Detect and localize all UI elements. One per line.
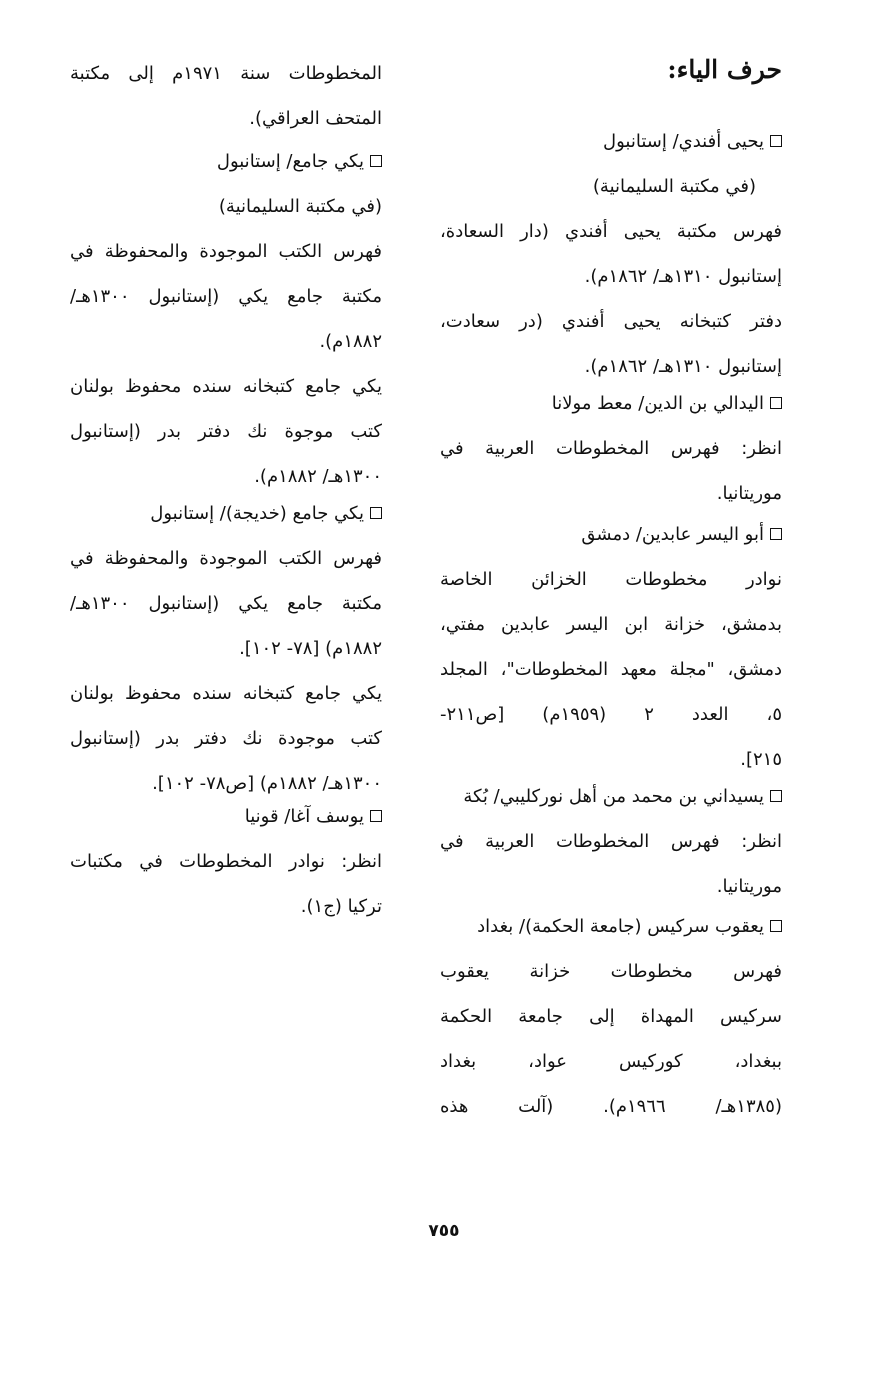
page-number: ٧٥٥ bbox=[428, 1221, 460, 1241]
entry-line: موريتانيا. bbox=[716, 483, 782, 504]
entry-line: ١٣٠٠هـ/ ١٨٨٢م). bbox=[254, 466, 382, 487]
entry-abu-al-yusr bbox=[440, 512, 782, 782]
entry-line: ببغداد، كوركيس عواد، بغداد bbox=[440, 1051, 782, 1072]
entry-title: يعقوب سركيس (جامعة الحكمة)/ بغداد bbox=[440, 904, 782, 949]
checkbox-square-icon bbox=[370, 155, 382, 167]
entry-line: مكتبة جامع يكي (إستانبول ١٣٠٠هـ/ bbox=[70, 286, 382, 307]
entry-line: نوادر مخطوطات الخزائن الخاصة bbox=[440, 569, 782, 590]
entry-line: يكي جامع كتبخانه سنده محفوظ بولنان bbox=[70, 683, 382, 704]
checkbox-square-icon bbox=[770, 920, 782, 932]
entry-line: فهرس الكتب الموجودة والمحفوظة في bbox=[70, 548, 382, 569]
entry-line: دمشق، "مجلة معهد المخطوطات"، المجلد bbox=[440, 659, 782, 680]
entry-line: انظر: فهرس المخطوطات العربية في bbox=[440, 438, 782, 459]
entry-line: المتحف العراقي). bbox=[249, 108, 382, 129]
entry-line: المخطوطات سنة ١٩٧١م إلى مكتبة bbox=[70, 63, 382, 84]
entry-line: فهرس الكتب الموجودة والمحفوظة في bbox=[70, 241, 382, 262]
entry-title: يكي جامع/ إستانبول bbox=[70, 139, 382, 184]
entry-title: أبو اليسر عابدين/ دمشق bbox=[440, 512, 782, 557]
entry-line: يكي جامع كتبخانه سنده محفوظ بولنان bbox=[70, 376, 382, 397]
entry-yasidani bbox=[440, 774, 782, 909]
entry-line: (١٣٨٥هـ/ ١٩٦٦م). (آلت هذه bbox=[440, 1096, 782, 1117]
entry-yusuf-aga bbox=[70, 794, 382, 929]
continuation-text bbox=[70, 51, 382, 141]
entry-line: ١٨٨٢م) [٧٨- ١٠٢]. bbox=[239, 638, 382, 659]
entry-line: (في مكتبة السليمانية) bbox=[592, 176, 756, 197]
entry-line: (في مكتبة السليمانية) bbox=[218, 196, 382, 217]
entry-line: انظر: نوادر المخطوطات في مكتبات bbox=[70, 851, 382, 872]
entry-line: سركيس المهداة إلى جامعة الحكمة bbox=[440, 1006, 782, 1027]
entry-yeni-cami bbox=[70, 139, 382, 499]
entry-line: ٢١٥]. bbox=[740, 749, 782, 770]
entry-line: إستانبول ١٣١٠هـ/ ١٨٦٢م). bbox=[584, 266, 782, 287]
checkbox-square-icon bbox=[770, 790, 782, 802]
checkbox-square-icon bbox=[770, 135, 782, 147]
checkbox-square-icon bbox=[370, 810, 382, 822]
entry-title: يكي جامع (خديجة)/ إستانبول bbox=[70, 491, 382, 536]
entry-yaqub-sarkis bbox=[440, 904, 782, 1129]
entry-title: يحيى أفندي/ إستانبول bbox=[440, 119, 782, 164]
entry-line: تركيا (ج١). bbox=[300, 896, 382, 917]
entry-line: إستانبول ١٣١٠هـ/ ١٨٦٢م). bbox=[584, 356, 782, 377]
entry-line: ٥، العدد ٢ (١٩٥٩م) [ص٢١١- bbox=[440, 704, 782, 725]
entry-yadali bbox=[440, 381, 782, 516]
checkbox-square-icon bbox=[770, 528, 782, 540]
entry-line: ١٨٨٢م). bbox=[319, 331, 382, 352]
checkbox-square-icon bbox=[770, 397, 782, 409]
entry-title: اليدالي بن الدين/ معط مولانا bbox=[440, 381, 782, 426]
checkbox-square-icon bbox=[370, 507, 382, 519]
entry-title: يسيداني بن محمد من أهل نوركليبي/ بُكة bbox=[440, 774, 782, 819]
section-heading: حرف الياء: bbox=[667, 55, 782, 84]
entry-title: يوسف آغا/ قونيا bbox=[70, 794, 382, 839]
entry-line: بدمشق، خزانة ابن اليسر عابدين مفتي، bbox=[440, 614, 782, 635]
entry-yahya-efendi bbox=[440, 119, 782, 389]
entry-line: كتب موجودة نك دفتر بدر (إستانبول bbox=[70, 728, 382, 749]
entry-yeni-cami-hatice bbox=[70, 491, 382, 806]
entry-line: فهرس مكتبة يحيى أفندي (دار السعادة، bbox=[440, 221, 782, 242]
entry-line: كتب موجوة نك دفتر بدر (إستانبول bbox=[70, 421, 382, 442]
entry-line: ١٣٠٠هـ/ ١٨٨٢م) [ص٧٨- ١٠٢]. bbox=[152, 773, 382, 794]
entry-line: موريتانيا. bbox=[716, 876, 782, 897]
entry-line: دفتر كتبخانه يحيى أفندي (در سعادت، bbox=[440, 311, 782, 332]
entry-line: مكتبة جامع يكي (إستانبول ١٣٠٠هـ/ bbox=[70, 593, 382, 614]
entry-line: انظر: فهرس المخطوطات العربية في bbox=[440, 831, 782, 852]
entry-line: فهرس مخطوطات خزانة يعقوب bbox=[440, 961, 782, 982]
